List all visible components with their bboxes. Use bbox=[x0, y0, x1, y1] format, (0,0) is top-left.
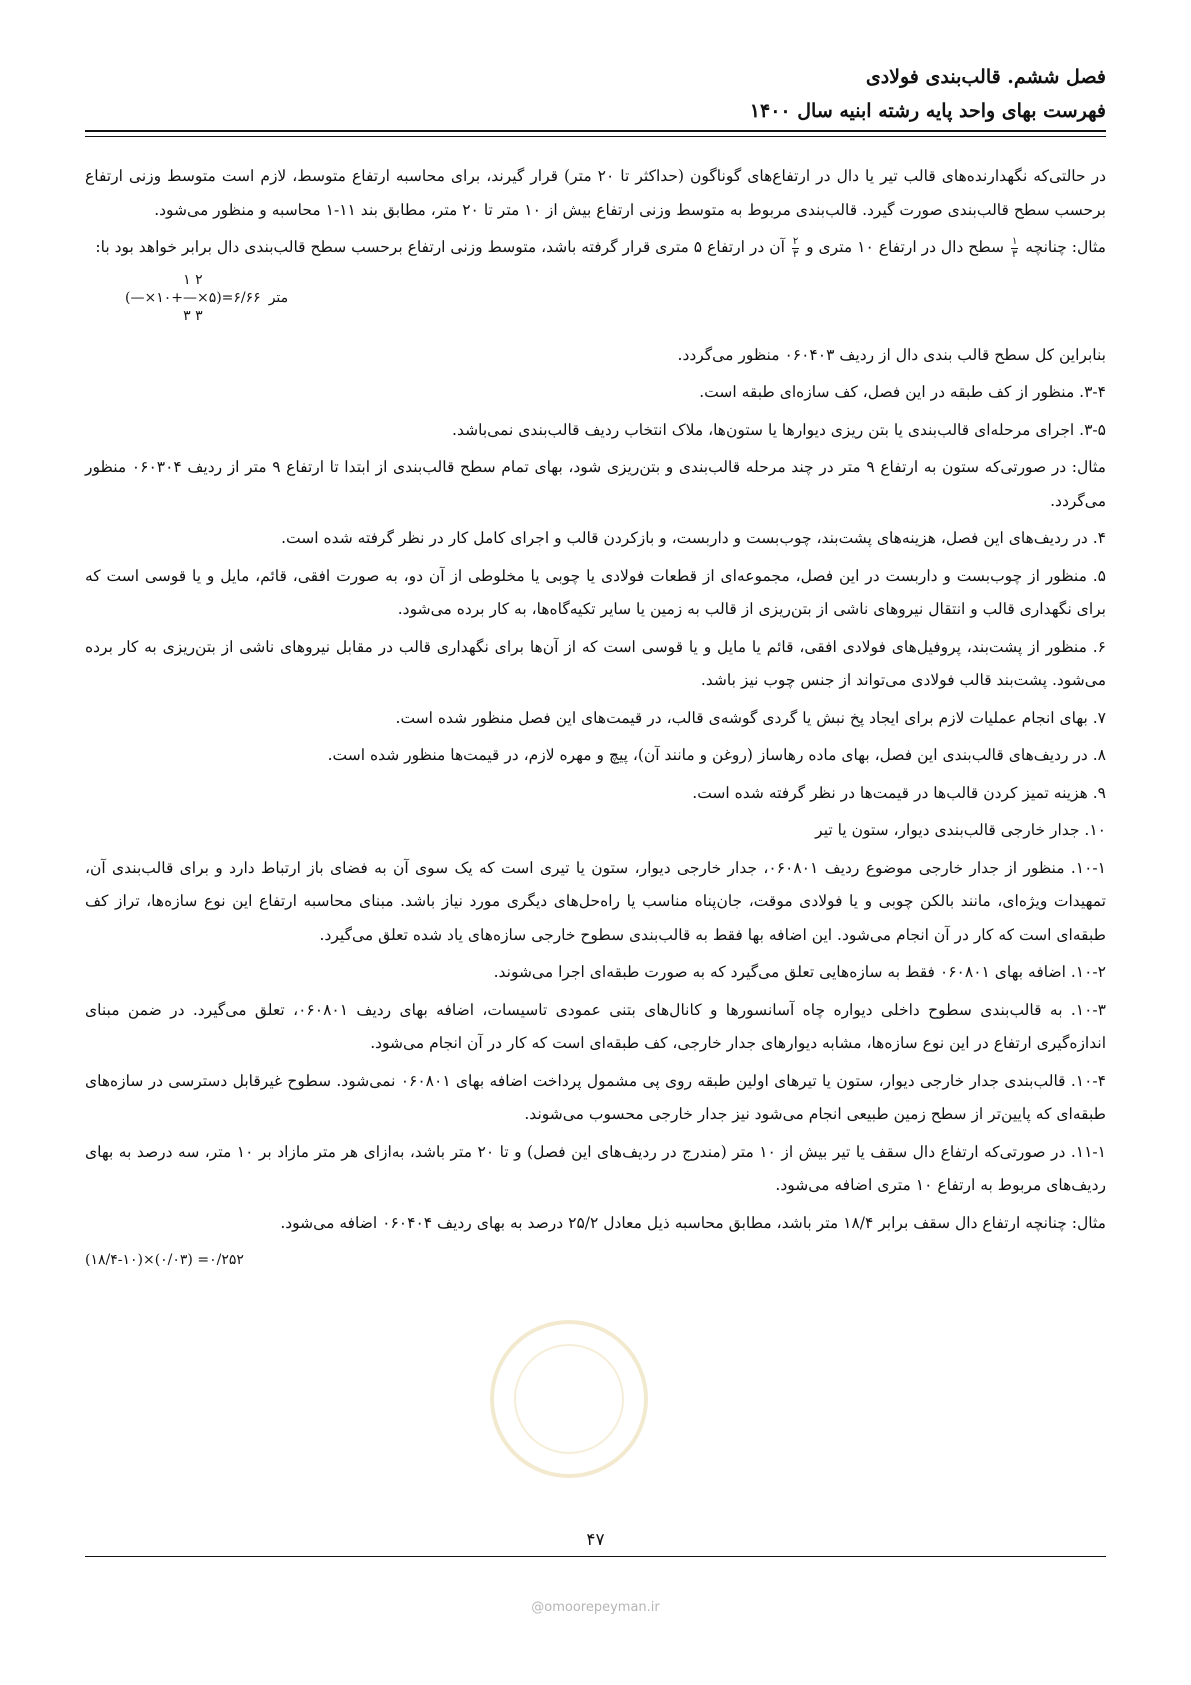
header-rule-thin bbox=[85, 136, 1106, 137]
paragraph-example-1 bbox=[85, 231, 1106, 265]
paragraph-3-5: ۳-۵. اجرای مرحله‌ای قالب‌بندی یا بتن ریزی دیوارها یا ستون‌ها، ملاک انتخاب ردیف قالب‌بندی نمی‌باشد. bbox=[452, 420, 1106, 439]
paragraph-10-4: ۱۰-۴. قالب‌بندی جدار خارجی دیوار، ستون یا تیرهای اولین طبقه روی پی مشمول پرداخت اضافه بهای ۰۶۰۸۰۱ نمی‌شود. سطوح غیرقابل دسترسی در سازه‌های طبقه‌ای که پایین‌تر از سطح زمین طبیعی انجام می‌شود نیز جدار خارجی محسوب می‌شوند. bbox=[85, 1071, 1106, 1123]
example-1-text-c: آن در ارتفاع ۵ متری قرار گرفته باشد، متوسط وزنی ارتفاع برحسب سطح قالب‌بندی دال برابر خواهد بود با: bbox=[95, 238, 785, 256]
page-number: ۴۷ bbox=[586, 1530, 605, 1550]
header-rule-thick bbox=[85, 130, 1106, 132]
paragraph-3-4: ۳-۴. منظور از کف طبقه در این فصل، کف سازه‌ای طبقه است. bbox=[699, 383, 1106, 401]
paragraph-4: ۴. در ردیف‌های این فصل، هزینه‌های پشت‌بند، چوب‌بست و داربست، و بازکردن قالب و اجرای کامل کار در نظر گرفته شده است. bbox=[281, 529, 1106, 547]
paragraph-8: ۸. در ردیف‌های قالب‌بندی این فصل، بهای ماده رهاساز (روغن و مانند آن)، پیچ و مهره لازم، در قیمت‌ها منظور شده است. bbox=[327, 746, 1106, 764]
paragraph-10-1: ۱۰-۱. منظور از جدار خارجی موضوع ردیف ۰۶۰۸۰۱، جدار خارجی دیوار، ستون یا تیری است که یک سوی آن به فضای باز ارتباط دارد و برای قالب‌بندی آن، تمهیدات ویژه‌ای، مانند بالکن چوبی و یا فولادی موقت، جان‌پناه مناسب یا راه‌حل‌های دیگری مورد نیاز باشد. مبنای محاسبه ارتفاع این نوع سازه‌ها، تراز کف طبقه‌ای است که کار در آن انجام می‌شود. این اضافه بها فقط به قالب‌بندی سطوح خارجی سازه‌های یاد شده تعلق می‌گیرد. bbox=[85, 858, 1106, 944]
formula-unit: متر bbox=[268, 289, 289, 306]
formula-stack bbox=[125, 271, 261, 325]
fraction-two-thirds: $\frac{۲}{۳}$ bbox=[792, 235, 799, 260]
fraction-one-third: $\frac{۱}{۳}$ bbox=[1011, 235, 1018, 260]
example-1-text-b: سطح دال در ارتفاع ۱۰ متری و bbox=[806, 238, 1005, 256]
paragraph-therefore: بنابراین کل سطح قالب بندی دال از ردیف ۰۶۰۴۰۳ منظور می‌گردد. bbox=[677, 345, 1106, 364]
formula-expression: (—×۱۰+—×۵)=۶/۶۶ bbox=[125, 289, 261, 306]
paragraph-10: ۱۰. جدار خارجی قالب‌بندی دیوار، ستون یا تیر bbox=[815, 821, 1106, 839]
paragraph-example-slab: مثال: چنانچه ارتفاع دال سقف برابر ۱۸/۴ متر باشد، مطابق محاسبه ذیل معادل ۲۵/۲ درصد به بهای ردیف ۰۶۰۴۰۴ اضافه می‌شود. bbox=[280, 1213, 1106, 1232]
paragraph-6: ۶. منظور از پشت‌بند، پروفیل‌های فولادی افقی، قائم یا مایل و یا قوسی است که از آن‌ها برای نگهداری قالب در مقابل نیروهای ناشی از بتن‌ریزی به کار برده می‌شود. پشت‌بند قالب فولادی می‌تواند از جنس چوب نیز باشد. bbox=[85, 637, 1106, 689]
paragraph-7: ۷. بهای انجام عملیات لازم برای ایجاد پخ نبش یا گردی گوشه‌ی قالب، در قیمت‌های این فصل منظور شده است. bbox=[395, 708, 1106, 727]
formula-average-height bbox=[125, 271, 1106, 325]
paragraph-example-column: مثال: در صورتی‌که ستون به ارتفاع ۹ متر در چند مرحله قالب‌بندی و بتن‌ریزی شود، بهای تمام سطح قالب‌بندی از ابتدا تا ارتفاع ۹ متر از ردیف ۰۶۰۳۰۴ منظور می‌گردد. bbox=[85, 458, 1106, 510]
paragraph-9: ۹. هزینه تمیز کردن قالب‌ها در قیمت‌ها در نظر گرفته شده است. bbox=[692, 783, 1106, 802]
paragraph-10-2: ۱۰-۲. اضافه بهای ۰۶۰۸۰۱ فقط به سازه‌هایی تعلق می‌گیرد که به صورت طبقه‌ای اجرا می‌شوند. bbox=[493, 963, 1106, 981]
document-body bbox=[85, 160, 1106, 1278]
formula-extra-height: (۱۸/۴-۱۰)×(۰/۰۳) =۰/۲۵۲ bbox=[85, 1252, 244, 1268]
footer-rule bbox=[85, 1556, 1106, 1557]
list-title: فهرست بهای واحد پایه رشته ابنیه سال ۱۴۰۰ bbox=[749, 100, 1106, 122]
formula-numerators: ۱ ۲ bbox=[183, 271, 203, 288]
chapter-title: فصل ششم. قالب‌بندی فولادی bbox=[865, 66, 1106, 88]
paragraph-5: ۵. منظور از چوب‌بست و داربست در این فصل، مجموعه‌ای از قطعات فولادی یا چوبی یا مخلوطی از آن دو، به صورت افقی، قائم، مایل و یا قوسی است که برای نگهداری قالب و انتقال نیروهای ناشی از بتن‌ریزی از قالب به زمین یا سایر تکیه‌گاه‌ها، به کار برده می‌شود. bbox=[85, 566, 1106, 618]
page-header bbox=[85, 60, 1106, 128]
example-1-text-a: مثال: چنانچه bbox=[1025, 238, 1106, 256]
footer-website-link[interactable]: @omoorepeyman.ir bbox=[531, 1600, 660, 1615]
formula-denominators: ۳ ۳ bbox=[183, 307, 203, 324]
paragraph-10-3: ۱۰-۳. به قالب‌بندی سطوح داخلی دیواره چاه آسانسورها و کانال‌های بتنی عمودی تاسیسات، اضافه بهای ردیف ۰۶۰۸۰۱، تعلق می‌گیرد. در ضمن مبنای اندازه‌گیری ارتفاع در این نوع سازه‌ها، مشابه دیوارهای جدار خارجی، کف طبقه‌ای است که کار در آن انجام می‌شود. bbox=[85, 1000, 1106, 1052]
watermark-seal bbox=[490, 1320, 648, 1478]
paragraph-11-1: ۱۱-۱. در صورتی‌که ارتفاع دال سقف یا تیر بیش از ۱۰ متر (مندرج در ردیف‌های این فصل) و تا ۲۰ متر باشد، به‌ازای هر متر مازاد بر ۱۰ متر، سه درصد به بهای ردیف‌های مربوط به ارتفاع ۱۰ متری اضافه می‌شود. bbox=[85, 1142, 1106, 1194]
paragraph-average-height: در حالتی‌که نگهدارنده‌های قالب تیر یا دال در ارتفاع‌های گوناگون (حداکثر تا ۲۰ متر) قرار گیرند، برای محاسبه ارتفاع متوسط، لازم است متوسط وزنی ارتفاع برحسب سطح قالب‌بندی صورت گیرد. قالب‌بندی مربوط به متوسط وزنی ارتفاع بیش از ۱۰ متر تا ۲۰ متر، مطابق بند ۱۱-۱ محاسبه و منظور می‌شود. bbox=[85, 167, 1106, 219]
